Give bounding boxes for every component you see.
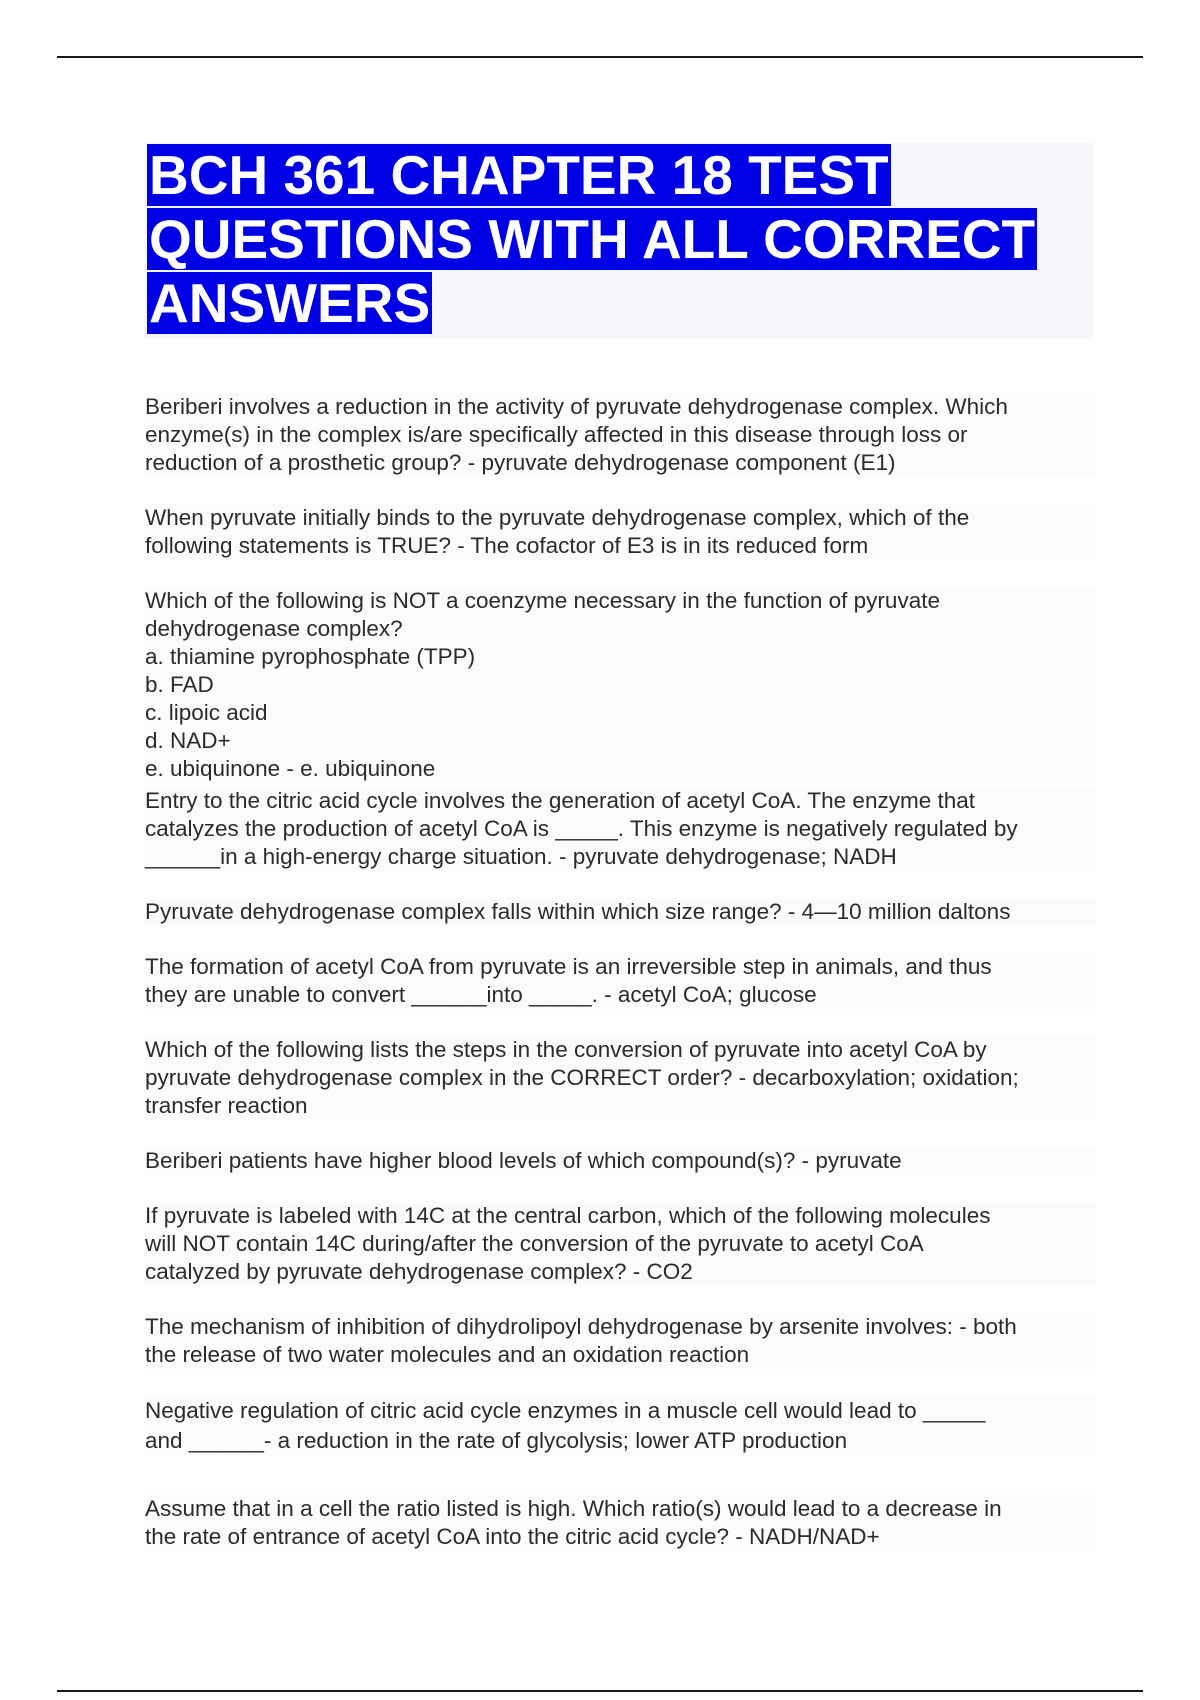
qa-item-10: The mechanism of inhibition of dihydrolipoyl dehydrogenase by arsenite involves: - both the release of two water molecules and an oxidation reaction xyxy=(145,1313,1095,1369)
qa-item-8: Beriberi patients have higher blood levels of which compound(s)? - pyruvate xyxy=(145,1147,1095,1175)
qa-item-12: Assume that in a cell the ratio listed is high. Which ratio(s) would lead to a decrease in the rate of entrance of acetyl CoA into the citric acid cycle? - NADH/NAD+ xyxy=(145,1495,1095,1551)
document-title-text: BCH 361 CHAPTER 18 TEST QUESTIONS WITH ALL CORRECT ANSWERS xyxy=(149,144,1036,334)
qa-item-2: When pyruvate initially binds to the pyruvate dehydrogenase complex, which of the following statements is TRUE? - The cofactor of E3 is in its reduced form xyxy=(145,504,1095,560)
question-list xyxy=(145,393,1095,1551)
qa-item-11: Negative regulation of citric acid cycle enzymes in a muscle cell would lead to _____ and ______- a reduction in the rate of glycolysis; lower ATP production xyxy=(145,1396,1095,1456)
bottom-rule xyxy=(57,1690,1143,1692)
document-title xyxy=(147,143,1087,335)
qa-item-3: Which of the following is NOT a coenzyme necessary in the function of pyruvate dehydrogenase complex? a. thiamine pyrophosphate (TPP) b. FAD c. lipoic acid d. NAD+ e. ubiquinone - e. ubiquinone xyxy=(145,587,1095,783)
top-rule xyxy=(57,56,1143,58)
qa-item-1: Beriberi involves a reduction in the activity of pyruvate dehydrogenase complex. Which enzyme(s) in the complex is/are specifically affected in this disease through loss or reduction of a prosthetic group? - pyruvate dehydrogenase component (E1) xyxy=(145,393,1095,477)
qa-item-7: Which of the following lists the steps in the conversion of pyruvate into acetyl CoA by pyruvate dehydrogenase complex in the CORRECT order? - decarboxylation; oxidation; transfer reaction xyxy=(145,1036,1095,1120)
qa-item-9: If pyruvate is labeled with 14C at the central carbon, which of the following molecules will NOT contain 14C during/after the conversion of the pyruvate to acetyl CoA catalyzed by pyruvate dehydrogenase complex? - CO2 xyxy=(145,1202,1095,1286)
qa-item-6: The formation of acetyl CoA from pyruvate is an irreversible step in animals, and thus they are unable to convert ______into _____. - acetyl CoA; glucose xyxy=(145,953,1095,1009)
qa-item-5: Pyruvate dehydrogenase complex falls within which size range? - 4—10 million daltons xyxy=(145,898,1095,926)
qa-item-4: Entry to the citric acid cycle involves the generation of acetyl CoA. The enzyme that catalyzes the production of acetyl CoA is _____. This enzyme is negatively regulated by ______in a high-energy charge situation. - pyruvate dehydrogenase; NADH xyxy=(145,787,1095,871)
